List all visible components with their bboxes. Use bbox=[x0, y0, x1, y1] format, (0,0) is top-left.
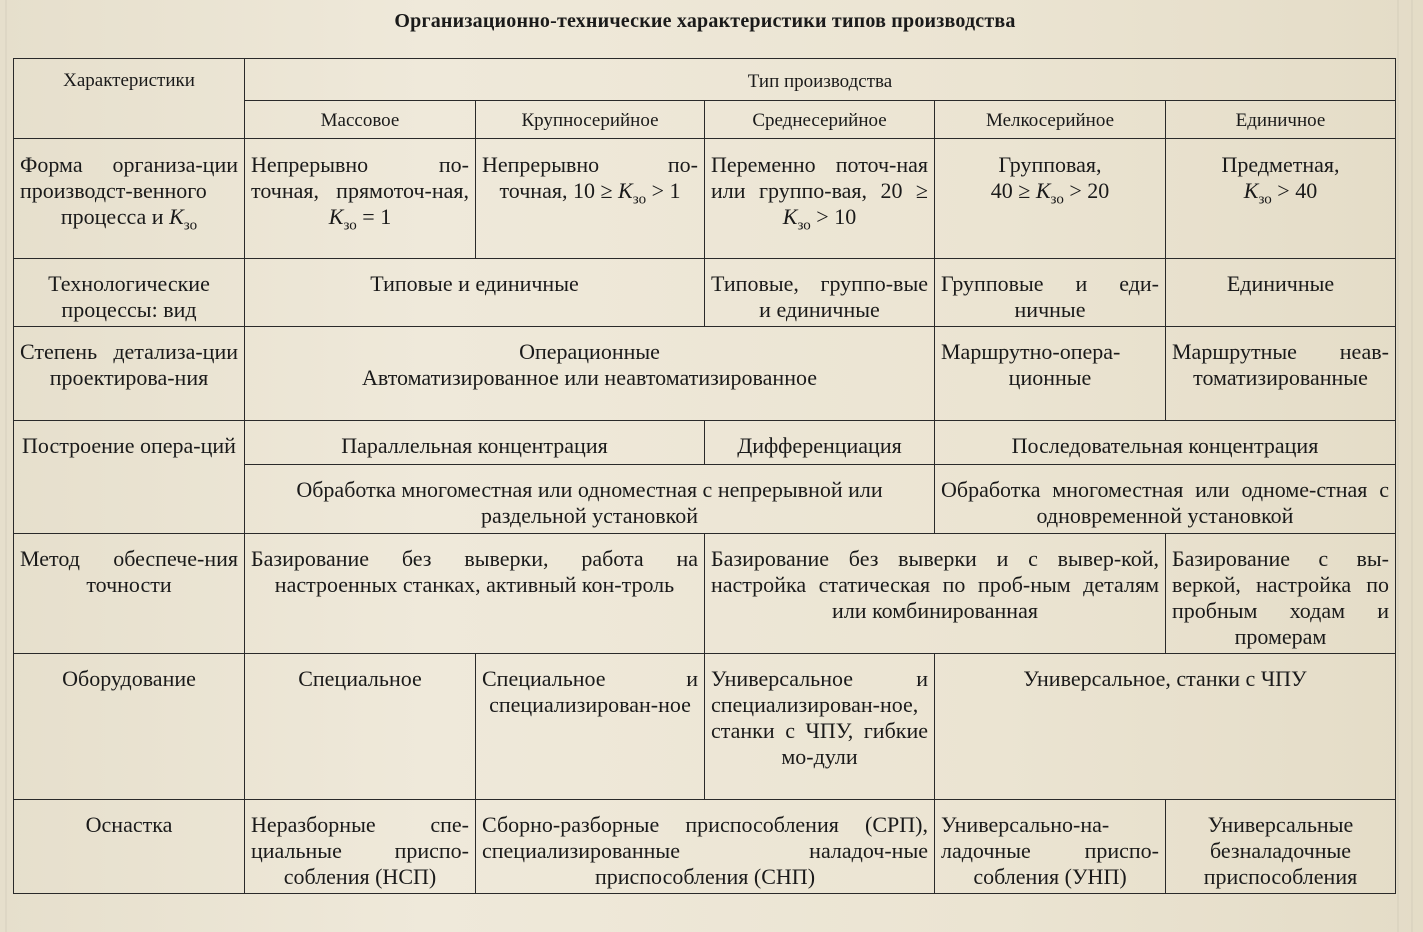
cell-process-medium: Типовые, группо-вые и единичные bbox=[705, 259, 935, 327]
cell-detail-small: Маршрутно-опера-ционные bbox=[935, 327, 1166, 421]
header-type-large-series: Крупносерийное bbox=[476, 101, 705, 139]
cell-form-small-series: Групповая, $40 \ge K_{зо} > 20$ bbox=[935, 139, 1166, 259]
row-label-detail: Степень детализа-ции проектирова-ния bbox=[14, 327, 245, 421]
cell-form-large-series: Непрерывно по-точная, $10 \ge K_{зо} > 1$ bbox=[476, 139, 705, 259]
cell-detail-mass-medium: Операционные Автоматизированное или неавтоматизированное bbox=[245, 327, 935, 421]
row-label-form: Форма организа-ции производст-венного процесса и $K_{зо}$ bbox=[14, 139, 245, 259]
table-row-equipment bbox=[14, 654, 1396, 800]
header-type-mass: Массовое bbox=[245, 101, 476, 139]
cell-form-medium-series: Переменно поточ-ная или группо-вая, $20 \ge K_{зо} > 10$ bbox=[705, 139, 935, 259]
cell-equipment-medium-series: Универсальное и специализирован-ное, станки с ЧПУ, гибкие мо-дули bbox=[705, 654, 935, 800]
k-coefficient: $K_{зо}$ bbox=[169, 204, 198, 234]
row-label-accuracy: Метод обеспече-ния точности bbox=[14, 534, 245, 654]
cell-equipment-large-series: Специальное и специализирован-ное bbox=[476, 654, 705, 800]
table-row-tooling bbox=[14, 800, 1396, 894]
cell-accuracy-single: Базирование с вы-веркой, настройка по пробным ходам и промерам bbox=[1166, 534, 1396, 654]
table-row-detail bbox=[14, 327, 1396, 421]
cell-operations-small-single: Последовательная концентрация bbox=[935, 421, 1396, 465]
header-type-medium-series: Среднесерийное bbox=[705, 101, 935, 139]
cell-equipment-mass: Специальное bbox=[245, 654, 476, 800]
row-label-tooling: Оснастка bbox=[14, 800, 245, 894]
row-label-equipment: Оборудование bbox=[14, 654, 245, 800]
cell-process-single: Единичные bbox=[1166, 259, 1396, 327]
header-row-1 bbox=[14, 59, 1396, 101]
cell-equipment-small-single: Универсальное, станки с ЧПУ bbox=[935, 654, 1396, 800]
cell-detail-single: Маршрутные неав-томатизированные bbox=[1166, 327, 1396, 421]
table-row-accuracy bbox=[14, 534, 1396, 654]
header-production-type: Тип производства bbox=[245, 59, 1396, 101]
cell-operations-mass-large: Параллельная концентрация bbox=[245, 421, 705, 465]
cell-process-mass-large: Типовые и единичные bbox=[245, 259, 705, 327]
cell-accuracy-mass-large: Базирование без выверки, работа на настроенных станках, активный кон-троль bbox=[245, 534, 705, 654]
cell-operations-small-single-processing: Обработка многоместная или одноме-стная с одновременной установкой bbox=[935, 465, 1396, 534]
cell-tooling-mass: Неразборные спе-циальные приспо-собления (НСП) bbox=[245, 800, 476, 894]
production-types-table bbox=[13, 58, 1396, 894]
cell-process-small: Групповые и еди-ничные bbox=[935, 259, 1166, 327]
row-label-operations: Построение опера-ций bbox=[14, 421, 245, 534]
row-label-process: Технологические процессы: вид bbox=[14, 259, 245, 327]
header-characteristics: Характеристики bbox=[14, 59, 245, 139]
cell-form-mass: Непрерывно по-точная, прямоточ-ная, $K_{зо} = 1$ bbox=[245, 139, 476, 259]
cell-form-single: Предметная, $K_{зо} > 40$ bbox=[1166, 139, 1396, 259]
cell-tooling-small: Универсально-на-ладочные приспо-собления (УНП) bbox=[935, 800, 1166, 894]
cell-accuracy-medium-small: Базирование без выверки и с вывер-кой, настройка статическая по проб-ным деталям или комбинированная bbox=[705, 534, 1166, 654]
cell-operations-mass-medium-processing: Обработка многоместная или одноместная с непрерывной или раздельной установкой bbox=[245, 465, 935, 534]
cell-tooling-single: Универсальные безналадочные приспособления bbox=[1166, 800, 1396, 894]
table-row-operations-1 bbox=[14, 421, 1396, 465]
page-title: Организационно-технические характеристики типов производства bbox=[394, 10, 1016, 32]
cell-tooling-large-medium: Сборно-разборные приспособления (СРП), специализированные наладоч-ные приспособления (СНП) bbox=[476, 800, 935, 894]
header-type-single: Единичное bbox=[1166, 101, 1396, 139]
cell-operations-medium: Дифференциация bbox=[705, 421, 935, 465]
table-row-process bbox=[14, 259, 1396, 327]
table-row-form bbox=[14, 139, 1396, 259]
header-type-small-series: Мелкосерийное bbox=[935, 101, 1166, 139]
